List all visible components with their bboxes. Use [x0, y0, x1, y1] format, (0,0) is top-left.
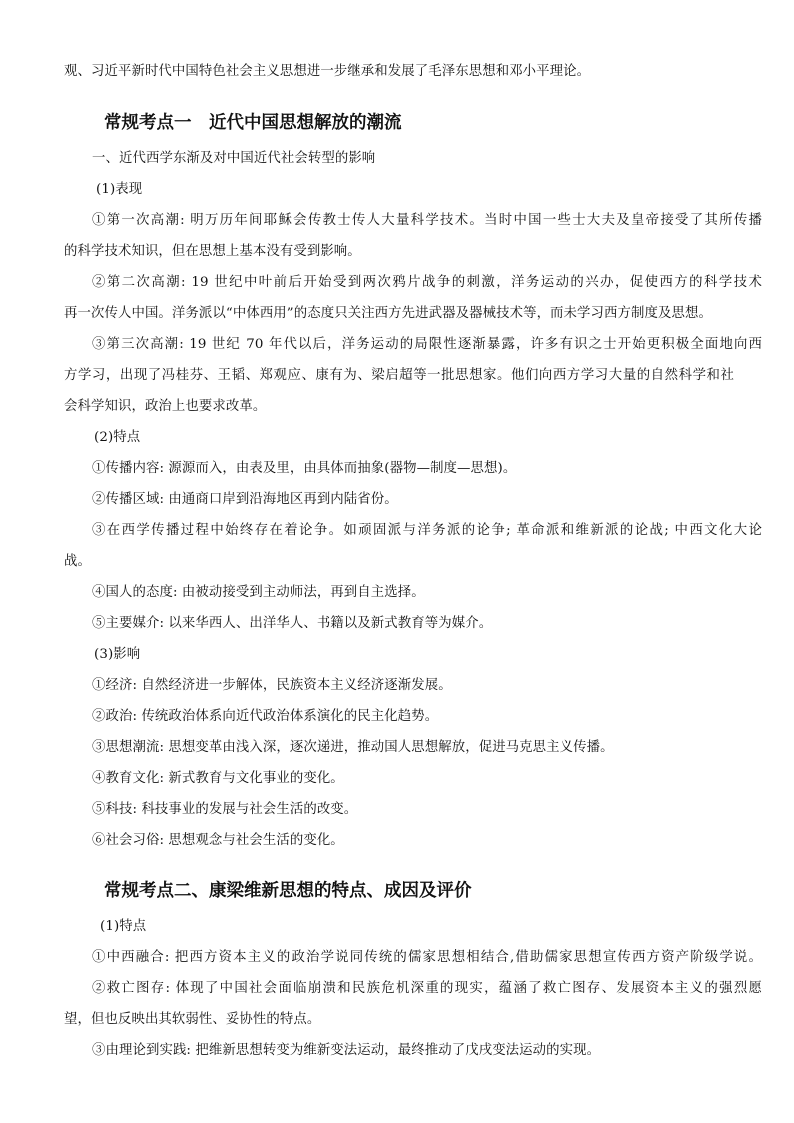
feature-item-1: ①传播内容: 源源而入，由表及里，由具体而抽象(器物—制度—思想)。: [92, 461, 517, 476]
paragraph-wave3-line3: 会科学知识，政治上也要求改革。: [64, 399, 267, 414]
paragraph-wave1-line1: ①第一次高潮: 明万历年间耶稣会传教士传人大量科学技术。当时中国一些士大夫及皇帝接受了其所传播: [92, 213, 762, 228]
subsection-title: 一、近代西学东渐及对中国近代社会转型的影响: [92, 151, 376, 166]
section-heading-2: 常规考点二、康梁维新思想的特点、成因及评价: [104, 881, 472, 901]
point-label-4: (1)特点: [100, 919, 147, 934]
feature-item-3-line2: 战。: [64, 554, 91, 569]
impact-item-2: ②政治: 传统政治体系向近代政治体系演化的民主化趋势。: [92, 709, 439, 724]
point-label-2: (2)特点: [94, 430, 141, 445]
paragraph-continuation: 观、习近平新时代中国特色社会主义思想进一步继承和发展了毛泽东思想和邓小平理论。: [64, 64, 591, 79]
section-heading-1: 常规考点一 近代中国思想解放的潮流: [104, 113, 402, 133]
point-label-1: (1)表现: [96, 182, 143, 197]
trait-item-2-line1: ②救亡图存: 体现了中国社会面临崩溃和民族危机深重的现实，蕴涵了救亡图存、发展资本主义的强烈愿: [92, 981, 762, 996]
trait-item-3: ③由理论到实践: 把维新思想转变为维新变法运动，最终推动了戊戌变法运动的实现。: [92, 1043, 601, 1058]
paragraph-wave3-line1: ③第三次高潮: 19 世纪 70 年代以后，洋务运动的局限性逐渐暴露，许多有识之士开始更积极全面地向西: [92, 337, 762, 352]
impact-item-6: ⑥社会习俗: 思想观念与社会生活的变化。: [92, 833, 344, 848]
point-label-3: (3)影响: [94, 647, 141, 662]
impact-item-5: ⑤科技: 科技事业的发展与社会生活的改变。: [92, 802, 358, 817]
feature-item-2: ②传播区域: 由通商口岸到沿海地区再到内陆省份。: [92, 492, 398, 507]
trait-item-2-line2: 望，但也反映出其软弱性、妥协性的特点。: [64, 1012, 321, 1027]
paragraph-wave2-line1: ②第二次高潮: 19 世纪中叶前后开始受到两次鸦片战争的刺激，洋务运动的兴办，促使西方的科学技术: [92, 275, 762, 290]
impact-item-3: ③思想潮流: 思想变革由浅入深，逐次递进，推动国人思想解放，促进马克思主义传播。: [92, 740, 614, 755]
feature-item-4: ④国人的态度: 由被动接受到主动师法，再到自主选择。: [92, 585, 425, 600]
feature-item-3-line1: ③在西学传播过程中始终存在着论争。如顽固派与洋务派的论争; 革命派和维新派的论战; 中西文化大论: [92, 523, 762, 538]
impact-item-4: ④教育文化: 新式教育与文化事业的变化。: [92, 771, 344, 786]
trait-item-1: ①中西融合: 把西方资本主义的政治学说同传统的儒家思想相结合,借助儒家思想宣传西方资产阶级学说。: [92, 950, 762, 965]
paragraph-wave1-line2: 的科学技术知识，但在思想上基本没有受到影响。: [64, 244, 361, 259]
feature-item-5: ⑤主要媒介: 以来华西人、出洋华人、书籍以及新式教育等为媒介。: [92, 616, 493, 631]
paragraph-wave2-line2: 再一次传人中国。洋务派以“中体西用”的态度只关注西方先进武器及器械技术等，而未学习西方制度及思想。: [64, 306, 712, 321]
paragraph-wave3-line2: 方学习，出现了冯桂芬、王韬、郑观应、康有为、梁启超等一批思想家。他们向西方学习大量的自然科学和社: [64, 368, 734, 383]
impact-item-1: ①经济: 自然经济进一步解体，民族资本主义经济逐渐发展。: [92, 678, 452, 693]
